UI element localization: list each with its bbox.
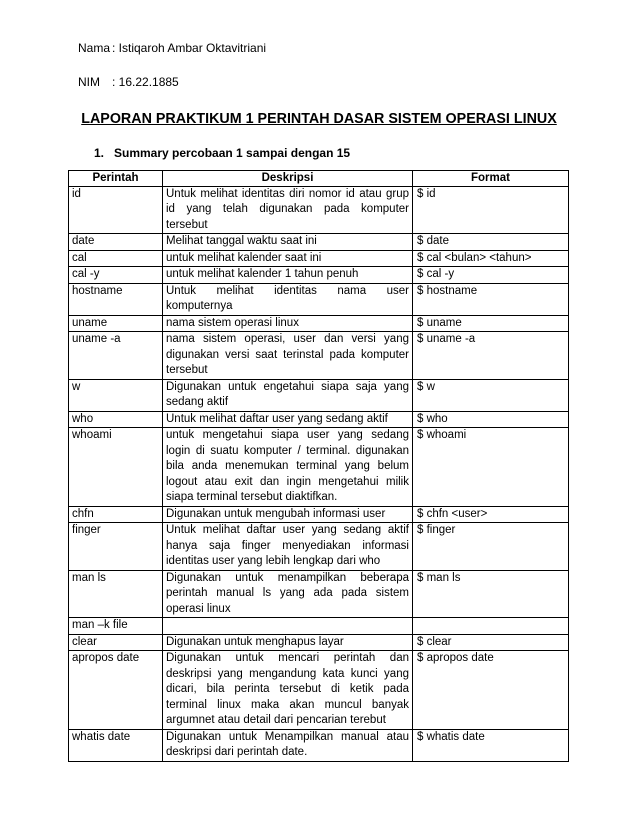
cell-format: $ man ls [413,570,569,618]
cell-perintah: man ls [69,570,163,618]
cell-format: $ hostname [413,283,569,315]
header-perintah: Perintah [69,171,163,187]
cell-deskripsi [163,618,413,635]
cell-format: $ chfn <user> [413,506,569,523]
cell-perintah: apropos date [69,651,163,730]
command-table [68,170,569,762]
cell-perintah: id [69,186,163,234]
table-header-row [69,171,569,187]
cell-format: $ cal <bulan> <tahun> [413,250,569,267]
cell-deskripsi: Digunakan untuk mengubah informasi user [163,506,413,523]
cell-deskripsi: Untuk melihat identitas nama user komputernya [163,283,413,315]
table-row [69,379,569,411]
cell-perintah: whoami [69,428,163,507]
cell-perintah: cal [69,250,163,267]
cell-deskripsi: Digunakan untuk Menampilkan manual atau deskripsi dari perintah date. [163,729,413,761]
table-row [69,411,569,428]
cell-perintah: uname [69,315,163,332]
table-row [69,332,569,380]
cell-format [413,618,569,635]
cell-deskripsi: Untuk melihat identitas diri nomor id atau grup id yang telah digunakan pada komputer tersebut [163,186,413,234]
cell-deskripsi: untuk melihat kalender 1 tahun penuh [163,267,413,284]
cell-deskripsi: Melihat tanggal waktu saat ini [163,234,413,251]
table-row [69,315,569,332]
cell-format: $ whoami [413,428,569,507]
table-row [69,186,569,234]
nim-label: NIM [78,75,100,89]
cell-perintah: cal -y [69,267,163,284]
cell-deskripsi: untuk mengetahui siapa user yang sedang login di suatu komputer / terminal. digunakan bila anda menemukan terminal yang belum logout atau exit dan ingin mengetahui milik siapa terminal tersebut diaktifkan. [163,428,413,507]
cell-perintah: who [69,411,163,428]
cell-deskripsi: nama sistem operasi linux [163,315,413,332]
nama-line [78,41,266,55]
table-row [69,283,569,315]
cell-format: $ who [413,411,569,428]
cell-deskripsi: Digunakan untuk menampilkan beberapa perintah manual ls yang ada pada sistem operasi linux [163,570,413,618]
header-deskripsi: Deskripsi [163,171,413,187]
document-title: LAPORAN PRAKTIKUM 1 PERINTAH DASAR SISTEM OPERASI LINUX [81,111,557,127]
cell-deskripsi: Digunakan untuk menghapus layar [163,634,413,651]
nama-value: : Istiqaroh Ambar Oktavitriani [112,41,267,55]
cell-perintah: man –k file [69,618,163,635]
cell-deskripsi: Untuk melihat daftar user yang sedang aktif hanya saja finger menyediakan informasi identitas user yang lebih lengkap dari who [163,523,413,571]
cell-format: $ uname -a [413,332,569,380]
nim-value: : 16.22.1885 [112,75,179,89]
cell-format: $ date [413,234,569,251]
cell-deskripsi: Digunakan untuk engetahui siapa saja yang sedang aktif [163,379,413,411]
cell-format: $ cal -y [413,267,569,284]
section-text: Summary percobaan 1 sampai dengan 15 [114,146,351,160]
cell-format: $ finger [413,523,569,571]
table-row [69,250,569,267]
cell-perintah: w [69,379,163,411]
cell-perintah: whatis date [69,729,163,761]
cell-format: $ uname [413,315,569,332]
table-row [69,506,569,523]
cell-format: $ clear [413,634,569,651]
cell-deskripsi: untuk melihat kalender saat ini [163,250,413,267]
table-row [69,523,569,571]
cell-format: $ whatis date [413,729,569,761]
cell-perintah: date [69,234,163,251]
table-row [69,729,569,761]
table-row [69,651,569,730]
cell-perintah: chfn [69,506,163,523]
nama-label: Nama [78,41,111,55]
table-row [69,570,569,618]
table-row [69,267,569,284]
cell-deskripsi: Digunakan untuk mencari perintah dan deskripsi yang mengandung kata kunci yang dicari, bila perinta tersebut di ketik pada terminal linux maka akan muncul banyak argumnet atau detail dari pencarian terebut [163,651,413,730]
section-heading [94,146,350,160]
cell-perintah: finger [69,523,163,571]
cell-format: $ w [413,379,569,411]
table-row [69,634,569,651]
table-row [69,618,569,635]
table-row [69,234,569,251]
cell-perintah: hostname [69,283,163,315]
nim-line [78,75,179,89]
cell-format: $ id [413,186,569,234]
cell-deskripsi: nama sistem operasi, user dan versi yang digunakan versi saat terinstal pada komputer tersebut [163,332,413,380]
cell-perintah: uname -a [69,332,163,380]
cell-deskripsi: Untuk melihat daftar user yang sedang aktif [163,411,413,428]
header-format: Format [413,171,569,187]
cell-format: $ apropos date [413,651,569,730]
section-number: 1. [94,146,105,160]
cell-perintah: clear [69,634,163,651]
table-row [69,428,569,507]
